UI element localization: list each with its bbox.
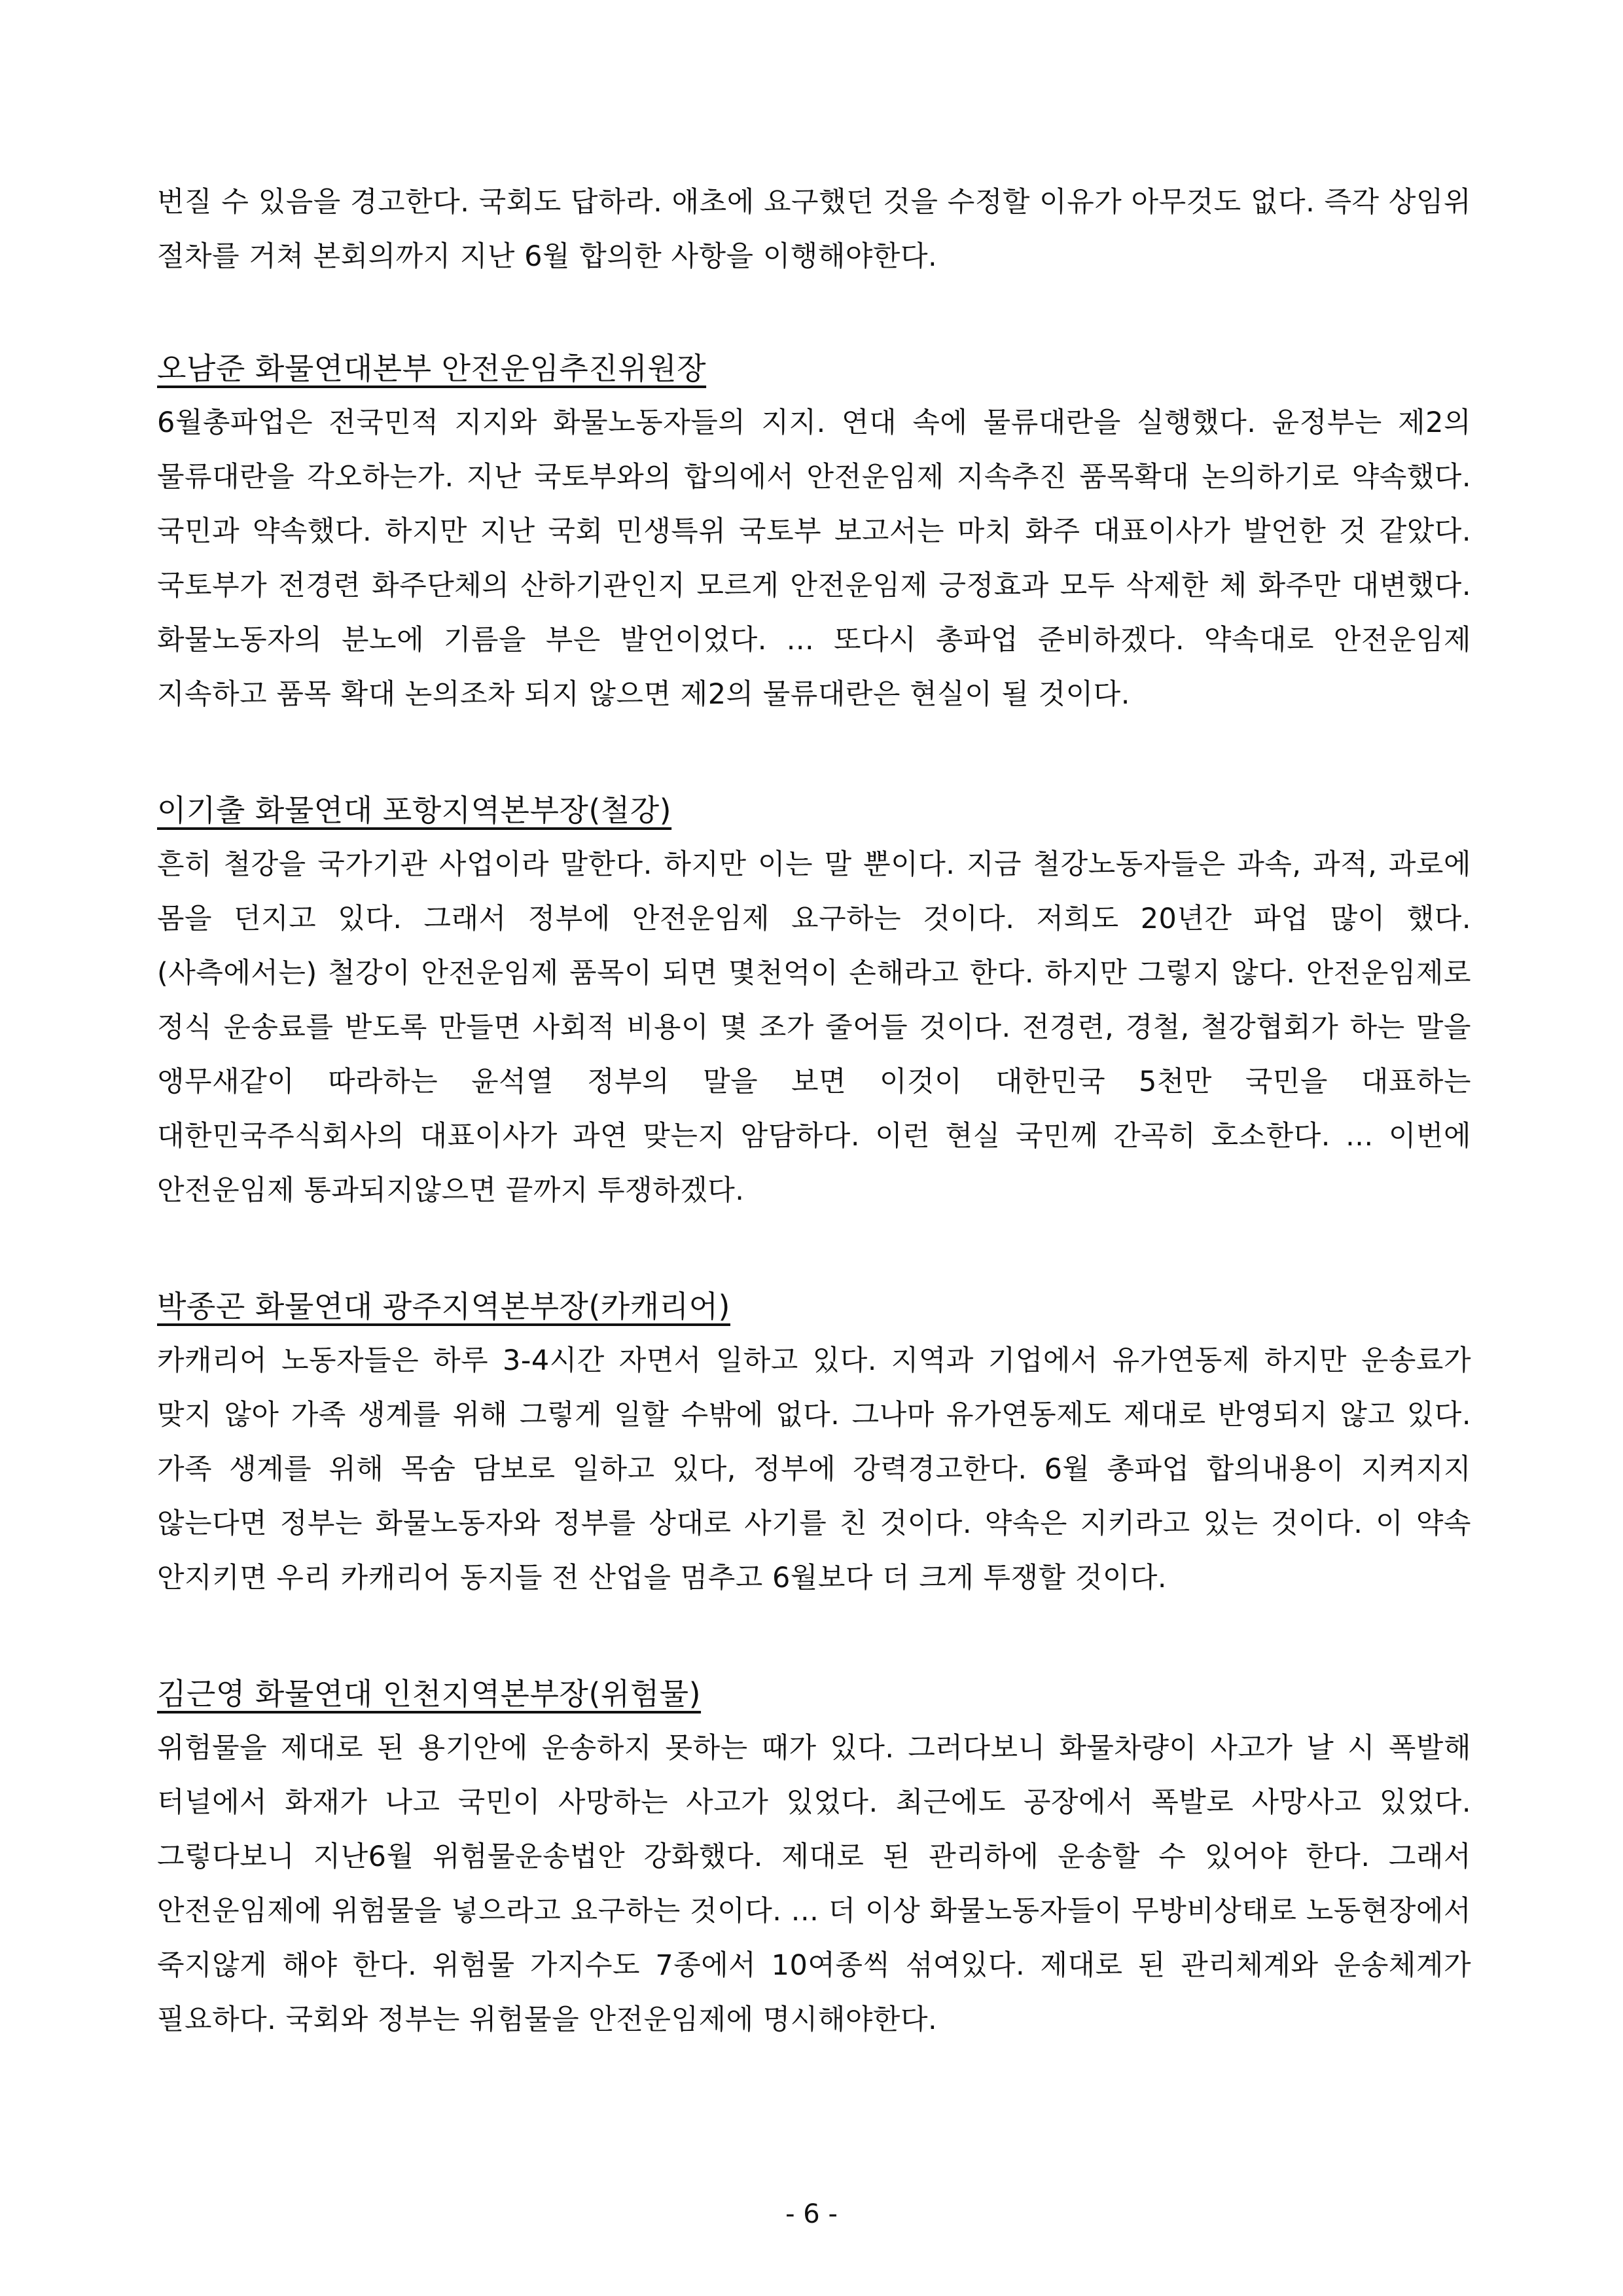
speaker-heading: 이기출 화물연대 포항지역본부장(철강) <box>157 793 672 828</box>
speaker-heading: 박종곤 화물연대 광주지역본부장(카캐리어) <box>157 1289 730 1324</box>
speech-section-2 <box>157 783 1471 1218</box>
speech-section-3 <box>157 1280 1471 1605</box>
speech-section-4 <box>157 1667 1471 2047</box>
speech-paragraph: 위험물을 제대로 된 용기안에 운송하지 못하는 때가 있다. 그러다보니 화물차량이 사고가 날 시 폭발해 터널에서 화재가 나고 국민이 사망하는 사고가 있었다. 최근에도 공장에서 폭발로 사망사고 있었다. 그렇다보니 지난6월 위험물운송법안 강화했다. 제대로 된 관리하에 운송할 수 있어야 한다. 그래서 안전운임제에 위험물을 넣으라고 요구하는 것이다. ... 더 이상 화물노동자들이 무방비상태로 노동현장에서 죽지않게 해야 한다. 위험물 가지수도 7종에서 10여종씩 섞여있다. 제대로 된 관리체계와 운송체계가 필요하다. 국회와 정부는 위험물을 안전운임제에 명시해야한다. <box>157 1732 1471 2036</box>
page-number: - 6 - <box>785 2199 838 2229</box>
speech-paragraph: 카캐리어 노동자들은 하루 3-4시간 자면서 일하고 있다. 지역과 기업에서 유가연동제 하지만 운송료가 맞지 않아 가족 생계를 위해 그렇게 일할 수밖에 없다. 그나마 유가연동제도 제대로 반영되지 않고 있다. 가족 생계를 위해 목숨 담보로 일하고 있다, 정부에 강력경고한다. 6월 총파업 합의내용이 지켜지지 않는다면 정부는 화물노동자와 정부를 상대로 사기를 친 것이다. 약속은 지키라고 있는 것이다. 이 약속 안지키면 우리 카캐리어 동지들 전 산업을 멈추고 6월보다 더 크게 투쟁할 것이다. <box>157 1344 1471 1594</box>
speaker-heading: 오남준 화물연대본부 안전운임추진위원장 <box>157 351 707 386</box>
speech-paragraph: 흔히 철강을 국가기관 사업이라 말한다. 하지만 이는 말 뿐이다. 지금 철강노동자들은 과속, 과적, 과로에 몸을 던지고 있다. 그래서 정부에 안전운임제 요구하는 것이다. 저희도 20년간 파업 많이 했다. (사측에서는) 철강이 안전운임제 품목이 되면 몇천억이 손해라고 한다. 하지만 그렇지 않다. 안전운임제로 정식 운송료를 받도록 만들면 사회적 비용이 몇 조가 줄어들 것이다. 전경련, 경철, 철강협회가 하는 말을 앵무새같이 따라하는 윤석열 정부의 말을 보면 이것이 대한민국 5천만 국민을 대표하는 대한민국주식회사의 대표이사가 과연 맞는지 암담하다. 이런 현실 국민께 간곡히 호소한다. ... 이번에 안전운임제 통과되지않으면 끝까지 투쟁하겠다. <box>157 848 1471 1207</box>
speech-section-1 <box>157 342 1471 722</box>
speaker-heading: 김근영 화물연대 인천지역본부장(위험물) <box>157 1676 702 1712</box>
document-page <box>157 175 1471 2109</box>
speech-paragraph: 6월총파업은 전국민적 지지와 화물노동자들의 지지. 연대 속에 물류대란을 실행했다. 윤정부는 제2의 물류대란을 각오하는가. 지난 국토부와의 합의에서 안전운임제 지속추진 품목확대 논의하기로 약속했다. 국민과 약속했다. 하지만 지난 국회 민생특위 국토부 보고서는 마치 화주 대표이사가 발언한 것 같았다. 국토부가 전경련 화주단체의 산하기관인지 모르게 안전운임제 긍정효과 모두 삭제한 체 화주만 대변했다. 화물노동자의 분노에 기름을 부은 발언이었다. ... 또다시 총파업 준비하겠다. 약속대로 안전운임제 지속하고 품목 확대 논의조차 되지 않으면 제2의 물류대란은 현실이 될 것이다. <box>157 406 1471 711</box>
intro-paragraph: 번질 수 있음을 경고한다. 국회도 답하라. 애초에 요구했던 것을 수정할 이유가 아무것도 없다. 즉각 상임위 절차를 거쳐 본회의까지 지난 6월 합의한 사항을 이행해야한다. <box>157 186 1471 273</box>
